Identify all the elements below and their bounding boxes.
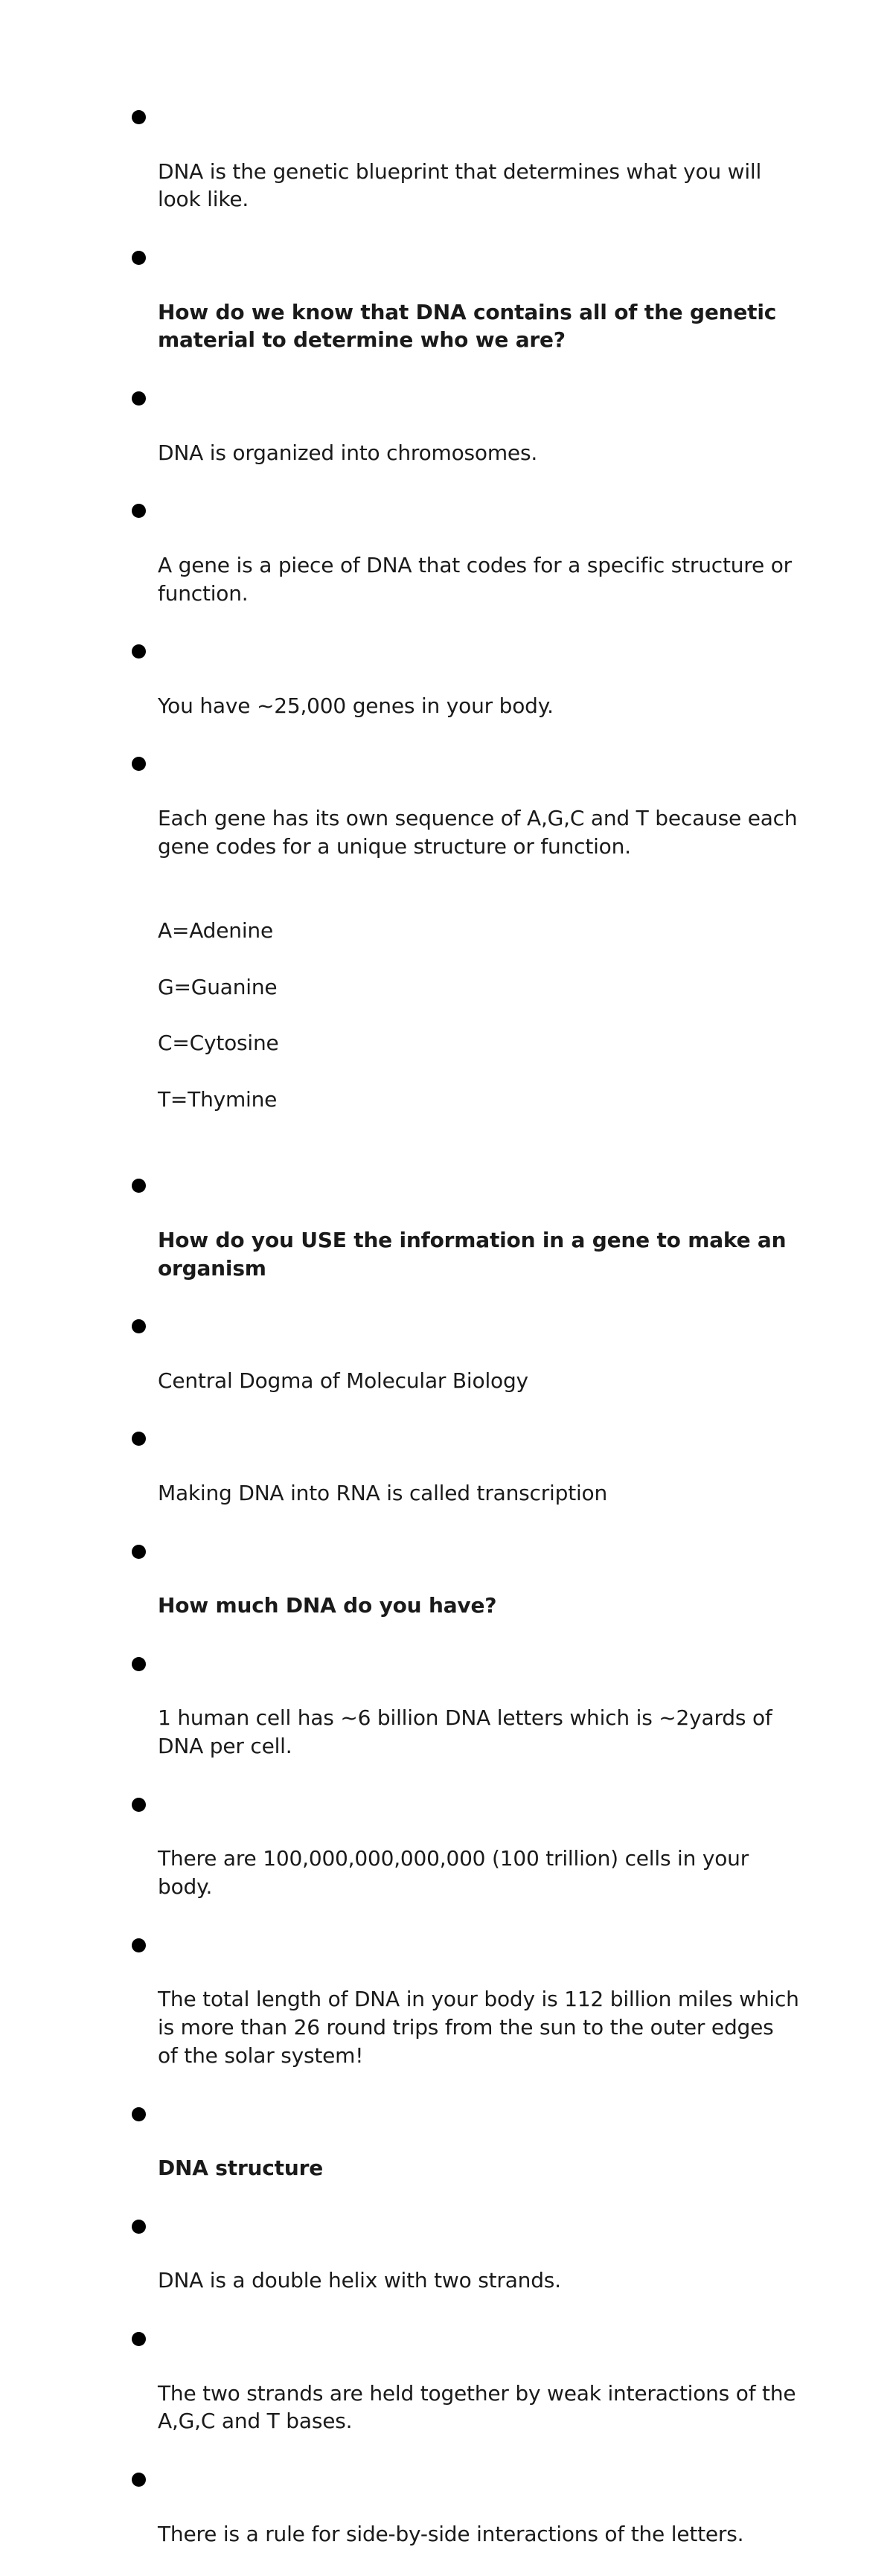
bullet-item xyxy=(129,2098,799,2211)
bullet-item xyxy=(129,1310,799,1423)
bullet-dot-icon xyxy=(132,391,146,406)
bullet-text: The total length of DNA in your body is 112 billion miles which is more than 26 round trips from the sun to the outer edges of the solar system! xyxy=(158,1987,799,2068)
bullet-item xyxy=(129,2323,799,2464)
bullet-text: The two strands are held together by weak interactions of the A,G,C and T bases. xyxy=(158,2380,796,2434)
bullet-item xyxy=(129,748,799,1170)
base-definition: T=Thymine xyxy=(158,1086,278,1112)
bullet-text: 1 human cell has ~6 billion DNA letters which is ~2yards of DNA per cell. xyxy=(158,1705,772,1759)
bullet-item xyxy=(129,1789,799,1929)
bullet-text: How much DNA do you have? xyxy=(158,1593,497,1618)
bullet-text: How do we know that DNA contains all of the genetic material to determine who we are? xyxy=(158,299,777,353)
bullet-text: There is a rule for side-by-side interactions of the letters. xyxy=(158,2521,744,2546)
bullet-item xyxy=(129,1929,799,2098)
bullet-text: DNA is the genetic blueprint that determines what you will look like. xyxy=(158,158,762,212)
bullet-dot-icon xyxy=(132,251,146,265)
bullet-dot-icon xyxy=(132,757,146,771)
bullet-dot-icon xyxy=(132,2220,146,2234)
bullet-item xyxy=(129,242,799,382)
bullet-dot-icon xyxy=(132,2332,146,2346)
bullet-item xyxy=(129,495,799,635)
bullet-dot-icon xyxy=(132,504,146,518)
base-definitions xyxy=(158,888,799,1141)
base-definition: C=Cytosine xyxy=(158,1031,279,1056)
bullet-item xyxy=(129,101,799,242)
bullet-dot-icon xyxy=(132,2473,146,2487)
bullet-text: A gene is a piece of DNA that codes for a specific structure or function. xyxy=(158,552,792,606)
bullet-dot-icon xyxy=(132,110,146,124)
bullet-text: DNA is a double helix with two strands. xyxy=(158,2268,561,2293)
base-definition: A=Adenine xyxy=(158,918,273,943)
bullet-dot-icon xyxy=(132,1179,146,1193)
bullet-dot-icon xyxy=(132,1432,146,1446)
bullet-item xyxy=(129,1423,799,1535)
bullet-item xyxy=(129,382,799,495)
bullet-text: Central Dogma of Molecular Biology xyxy=(158,1368,528,1393)
bullet-item xyxy=(129,2464,799,2576)
bullet-dot-icon xyxy=(132,1657,146,1671)
bullet-item xyxy=(129,1648,799,1789)
bullet-dot-icon xyxy=(132,2107,146,2121)
bullet-text: DNA is organized into chromosomes. xyxy=(158,440,538,465)
bullet-text: There are 100,000,000,000,000 (100 trillion) cells in your body. xyxy=(158,1846,749,1900)
bullet-dot-icon xyxy=(132,1545,146,1559)
bullet-item xyxy=(129,635,799,748)
bullet-text: You have ~25,000 genes in your body. xyxy=(158,693,554,718)
base-definition: G=Guanine xyxy=(158,974,278,999)
bullet-text: Making DNA into RNA is called transcription xyxy=(158,1481,608,1506)
bullet-text: Each gene has its own sequence of A,G,C and T because each gene codes for a unique structure or function. xyxy=(158,805,798,859)
bullet-text: DNA structure xyxy=(158,2156,324,2181)
bullet-dot-icon xyxy=(132,1938,146,1952)
bullet-text: How do you USE the information in a gene to make an organism xyxy=(158,1227,787,1281)
bullet-item xyxy=(129,2211,799,2323)
bullet-dot-icon xyxy=(132,1798,146,1812)
bullet-item xyxy=(129,1170,799,1310)
bullet-list xyxy=(129,101,799,2576)
bullet-item xyxy=(129,1536,799,1648)
bullet-dot-icon xyxy=(132,644,146,659)
bullet-dot-icon xyxy=(132,1319,146,1333)
